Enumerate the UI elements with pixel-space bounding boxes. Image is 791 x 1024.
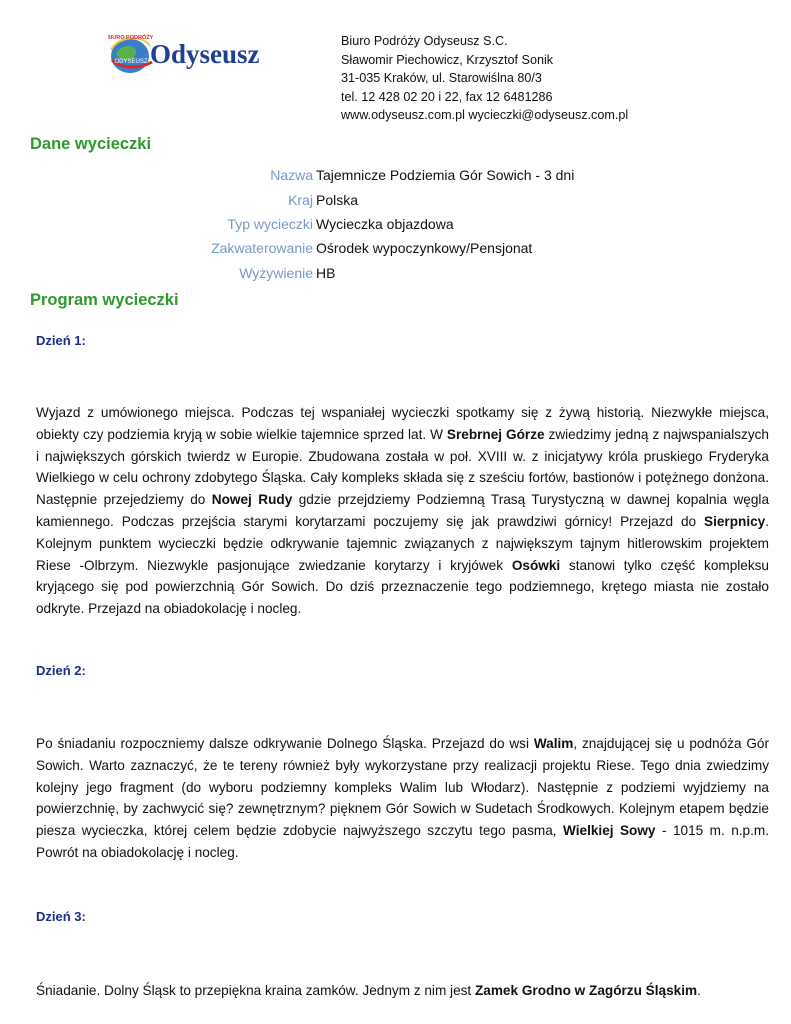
text-segment: .: [697, 983, 701, 998]
bold-place-name: Osówki: [511, 557, 561, 573]
detail-row-board: [0, 261, 791, 285]
detail-label: Kraj: [288, 191, 313, 208]
details-section-title: Dane wycieczki: [30, 135, 152, 153]
company-web-email: www.odyseusz.com.pl wycieczki@odyseusz.com.pl: [341, 108, 629, 122]
detail-label: Nazwa: [270, 167, 313, 184]
bold-place-name: Zamek Grodno w Zagórzu Śląskim: [474, 983, 698, 998]
detail-row-accommodation: [0, 236, 791, 260]
globe-logo-icon: [108, 30, 304, 78]
details-table: [0, 163, 791, 285]
detail-row-type: [0, 212, 791, 236]
detail-row-name: [0, 163, 791, 187]
company-owners: Sławomir Piechowicz, Krzysztof Sonik: [341, 52, 554, 67]
text-segment: stanowi tylko część kompleksu kryjącego się pod powierzchnią Gór Sowich. Do dziś przeznaczenie tego podziemnego, krętego miasta nie zostało odkryte. Przejazd na obiadokolację i nocleg.: [36, 557, 769, 617]
company-info: [341, 32, 628, 125]
svg-text:ODYSEUSZ: ODYSEUSZ: [114, 59, 148, 65]
company-logo: [108, 30, 304, 78]
text-segment: Po śniadaniu rozpoczniemy dalsze odkrywanie Dolnego Śląska. Przejazd do wsi: [36, 736, 534, 751]
detail-value: Wycieczka objazdowa: [316, 215, 454, 232]
company-phone: tel. 12 428 02 20 i 22, fax 12 6481286: [341, 89, 553, 104]
logo-text: Odyseusz: [150, 39, 260, 69]
text-segment: , znajdującej się u podnóża Gór Sowich. Warto zaznaczyć, że te tereny również były wykorzystane przy realizacji projektu Riese. Tego dnia zwiedzimy kolejny jego fragment (do wyboru podziemny kompleks Walim lub Włodarz). Następnie z podziemi wyjdziemy na powierzchnię, by zachwycić się? zewnętrznym? pięknem Gór Sowich w Sudetach Środkowych. Kolejnym etapem będzie piesza wycieczka, której celem będzie zdobycie najwyższego szczytu tego pasma,: [36, 736, 769, 839]
text-segment: zwiedzimy jedną z najwspanialszych i największych górskich twierdz w Europie. Zbudowana została w poł. XVIII w. z inicjatywy króla pruskiego Fryderyka Wielkiego w celu ochrony zdobytego Śląska. Cały kompleks składa się z sześciu fortów, bastionów i potężnego donżona. Następnie przejedziemy do: [36, 426, 769, 508]
detail-value: Ośrodek wypoczynkowy/Pensjonat: [316, 240, 533, 257]
bold-place-name: Wielkiej Sowy: [563, 823, 656, 839]
text-segment: gdzie przejdziemy Podziemną Trasą Turystyczną w dawnej kopalnia węgla kamiennego. Podczas przejścia starymi korytarzami poczujemy się jak prawdziwi górnicy! Przejazd do: [36, 492, 770, 529]
detail-label: Wyżywienie: [239, 264, 313, 281]
day-3-description: [36, 980, 769, 1002]
program-section-title: Program wycieczki: [30, 291, 179, 309]
day-1-description: [36, 402, 769, 620]
company-address: 31-035 Kraków, ul. Starowiślna 80/3: [341, 71, 542, 85]
day-3-title: Dzień 3:: [36, 909, 86, 924]
bold-place-name: Walim: [533, 736, 574, 751]
text-segment: - 1015 m. n.p.m. Powrót na obiadokolację i nocleg.: [36, 823, 769, 860]
day-2-description: [36, 733, 769, 864]
text-segment: Śniadanie. Dolny Śląsk to przepiękna kraina zamków. Jednym z nim jest: [36, 983, 475, 998]
day-1-title: Dzień 1:: [36, 333, 86, 348]
text-segment: Wyjazd z umówionego miejsca. Podczas tej wspaniałej wycieczki spotkamy się z żywą historią. Niezwykłe miejsca, obiekty czy podziemia kryją w sobie wielkie tajemnice sprzed lat. W: [36, 405, 769, 442]
detail-value: Polska: [316, 191, 359, 208]
company-name: Biuro Podróży Odyseusz S.C.: [341, 34, 508, 48]
detail-label: Zakwaterowanie: [211, 240, 313, 257]
text-segment: . Kolejnym punktem wycieczki będzie odkrywanie tajemnic związanych z największym tajnym hitlerowskim projektem Riese -Olbrzym. Niezwykle pasjonujące zwiedzanie korytarzy i kryjówek: [36, 513, 769, 573]
bold-place-name: Srebrnej Górze: [446, 426, 545, 442]
detail-value: Tajemnicze Podziemia Gór Sowich - 3 dni: [316, 167, 575, 184]
detail-label: Typ wycieczki: [227, 215, 313, 232]
bold-place-name: Nowej Rudy: [211, 492, 293, 508]
bold-place-name: Sierpnicy: [704, 513, 766, 529]
day-2-title: Dzień 2:: [36, 663, 86, 678]
logo-badge-text: BIURO PODRÓŻY: [108, 35, 154, 41]
detail-value: HB: [316, 264, 336, 281]
detail-row-country: [0, 187, 791, 211]
